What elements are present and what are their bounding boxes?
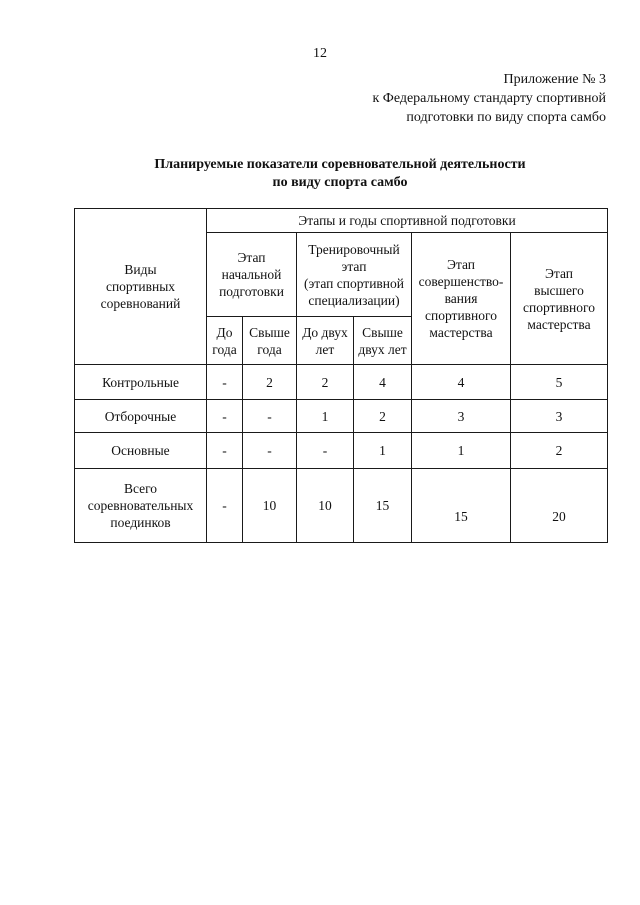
table-cell: 5 xyxy=(511,365,608,400)
subheader-line: Свыше xyxy=(249,324,290,340)
kinds-header-line: спортивных xyxy=(105,279,176,294)
stage-higher-line: Этап xyxy=(544,265,573,281)
appendix-note xyxy=(372,70,606,127)
table-row xyxy=(75,365,608,400)
subheader-line: До двух xyxy=(302,324,348,340)
kinds-header-cell xyxy=(75,209,207,365)
table-cell: - xyxy=(243,400,297,433)
stage-initial-line: подготовки xyxy=(219,284,284,299)
row-label: Контрольные xyxy=(75,365,207,400)
table-cell: 15 xyxy=(412,469,511,543)
subheader-over-year xyxy=(243,317,297,365)
table-cell: 3 xyxy=(511,400,608,433)
table-cell: 4 xyxy=(412,365,511,400)
table-cell: - xyxy=(297,433,354,469)
stages-header-cell: Этапы и годы спортивной подготовки xyxy=(207,209,608,233)
title-line-1: Планируемые показатели соревновательной деятельности xyxy=(154,157,526,172)
table-row xyxy=(75,469,608,543)
stage-training-line: (этап спортивной xyxy=(303,275,404,291)
stage-initial-line: Этап xyxy=(237,250,266,265)
stage-higher-line: мастерства xyxy=(527,316,591,332)
row-label: Отборочные xyxy=(75,400,207,433)
row-label-line: соревновательных xyxy=(87,498,194,513)
table-cell: 2 xyxy=(354,400,412,433)
table-cell: 15 xyxy=(354,469,412,543)
subheader-line: Свыше xyxy=(362,324,403,340)
table-cell: 4 xyxy=(354,365,412,400)
page-number: 12 xyxy=(313,46,327,61)
stage-higher-header xyxy=(511,233,608,365)
subheader-line: лет xyxy=(315,341,335,357)
table-cell: 20 xyxy=(511,469,608,543)
row-label: Основные xyxy=(75,433,207,469)
stage-improvement-line: мастерства xyxy=(429,325,493,340)
table-cell: 1 xyxy=(297,400,354,433)
stage-improvement-line: совершенство- xyxy=(418,274,504,289)
row-label-line: поединков xyxy=(110,515,171,530)
kinds-header-line: Виды xyxy=(124,262,157,277)
table-cell: - xyxy=(243,433,297,469)
appendix-line-3: подготовки по виду спорта самбо xyxy=(406,110,606,125)
table-row xyxy=(75,400,608,433)
table-cell: 1 xyxy=(412,433,511,469)
kinds-header-line: соревнований xyxy=(100,296,181,311)
stage-initial-line: начальной xyxy=(221,267,282,282)
appendix-line-2: к Федеральному стандарту спортивной xyxy=(372,91,606,106)
document-title xyxy=(0,156,640,192)
table-cell: 10 xyxy=(297,469,354,543)
subheader-upto-two-years xyxy=(297,317,354,365)
subheader-line: года xyxy=(212,341,237,357)
table-cell: - xyxy=(207,400,243,433)
subheader-upto-year xyxy=(207,317,243,365)
stage-training-header xyxy=(297,233,412,317)
stage-improvement-header xyxy=(412,233,511,365)
table-cell: 10 xyxy=(243,469,297,543)
table-cell: - xyxy=(207,433,243,469)
stage-improvement-line: вания xyxy=(444,291,478,306)
table-cell: - xyxy=(207,469,243,543)
title-line-2: по виду спорта самбо xyxy=(272,175,408,190)
stage-training-line: специализации) xyxy=(308,292,400,308)
stage-higher-line: спортивного xyxy=(523,299,595,315)
table-cell: 2 xyxy=(511,433,608,469)
subheader-line: До xyxy=(216,324,233,340)
stage-training-line: этап xyxy=(341,258,367,274)
table-cell: 3 xyxy=(412,400,511,433)
stage-improvement-line: Этап xyxy=(446,257,475,272)
subheader-line: года xyxy=(257,341,282,357)
row-label-line: Всего xyxy=(123,481,158,496)
stage-higher-line: высшего xyxy=(534,282,584,298)
table-cell: 2 xyxy=(297,365,354,400)
subheader-over-two-years xyxy=(354,317,412,365)
table-cell: 2 xyxy=(243,365,297,400)
competition-indicators-table xyxy=(74,208,608,543)
stage-improvement-line: спортивного xyxy=(425,308,497,323)
stage-initial-header xyxy=(207,233,297,317)
table-cell: 1 xyxy=(354,433,412,469)
appendix-line-1: Приложение № 3 xyxy=(503,72,606,87)
subheader-line: двух лет xyxy=(358,341,407,357)
stage-training-line: Тренировочный xyxy=(308,241,400,257)
table-row xyxy=(75,433,608,469)
table-cell: - xyxy=(207,365,243,400)
row-label xyxy=(75,469,207,543)
